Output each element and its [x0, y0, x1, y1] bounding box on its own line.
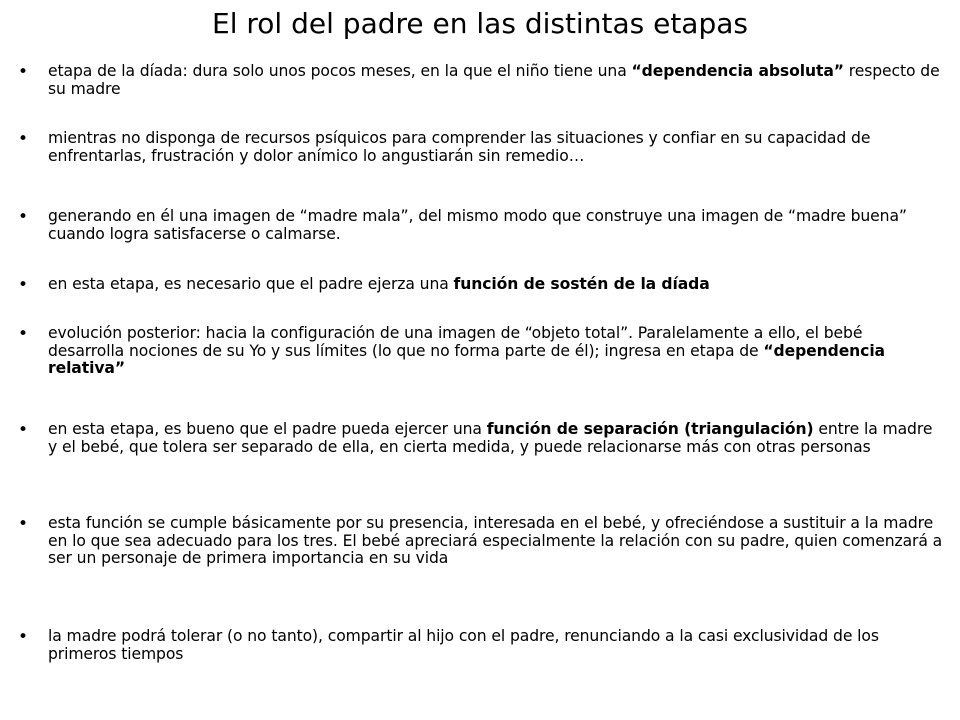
- bullet-text-run: entre la madre y el bebé, que tolera ser separado de ella, en cierta medida, y puede relacionarse más con otras personas: [48, 420, 933, 456]
- bullet-dot-icon: •: [18, 62, 29, 82]
- bullet-dot-icon: •: [18, 514, 29, 534]
- bullet-text: [48, 276, 943, 294]
- bullet-dot-icon: •: [18, 275, 29, 295]
- bullet-dot-icon: •: [18, 627, 29, 647]
- bullet-dot-icon: •: [18, 129, 29, 149]
- bullet-text-run: en esta etapa, es necesario que el padre ejerza una: [48, 275, 454, 293]
- bullet-text: [48, 130, 943, 165]
- bullet-text-bold-run: “dependencia relativa”: [48, 341, 885, 377]
- bullet-text-run: generando en él una imagen de “madre mala”, del mismo modo que construye una imagen de “madre buena” cuando logra satisfacerse o calmarse.: [48, 207, 907, 243]
- bullet-text-run: mientras no disponga de recursos psíquicos para comprender las situaciones y confiar en su capacidad de enfrentarlas, frustración y dolor anímico lo angustiarán sin remedio…: [48, 129, 871, 165]
- bullet-text: [48, 515, 943, 568]
- bullet-dot-icon: •: [18, 420, 29, 440]
- bullet-text-bold-run: función de sostén de la díada: [453, 275, 710, 293]
- bullet-text: [48, 63, 943, 98]
- bullet-text-run: respecto de su madre: [48, 62, 940, 98]
- bullet-text-bold-run: función de separación (triangulación): [486, 420, 814, 438]
- bullet-text-bold-run: “dependencia absoluta”: [631, 62, 844, 80]
- bullet-text: [48, 421, 943, 456]
- bullet-text-run: esta función se cumple básicamente por su presencia, interesada en el bebé, y ofreciéndose a sustituir a la madre en lo que sea adecuado para los tres. El bebé apreciará especialmente la relación con su padre, quien comenzará a ser un personaje de primera importancia en su vida: [48, 514, 943, 567]
- bullet-dot-icon: •: [18, 207, 29, 227]
- bullet-text: [48, 208, 943, 243]
- bullet-text: [48, 628, 943, 663]
- bullet-text-run: en esta etapa, es bueno que el padre pueda ejercer una: [48, 420, 487, 438]
- bullet-text-run: evolución posterior: hacia la configuración de una imagen de “objeto total”. Paralelamente a ello, el bebé desarrolla nociones de su Yo y sus límites (lo que no forma parte de él); ingresa en etapa de: [48, 324, 863, 360]
- bullet-text: [48, 325, 943, 378]
- bullet-text-run: etapa de la díada: dura solo unos pocos meses, en la que el niño tiene una: [48, 62, 632, 80]
- slide-title: El rol del padre en las distintas etapas: [212, 7, 748, 40]
- bullet-text-run: la madre podrá tolerar (o no tanto), compartir al hijo con el padre, renunciando a la casi exclusividad de los primeros tiempos: [48, 627, 879, 663]
- bullet-dot-icon: •: [18, 324, 29, 344]
